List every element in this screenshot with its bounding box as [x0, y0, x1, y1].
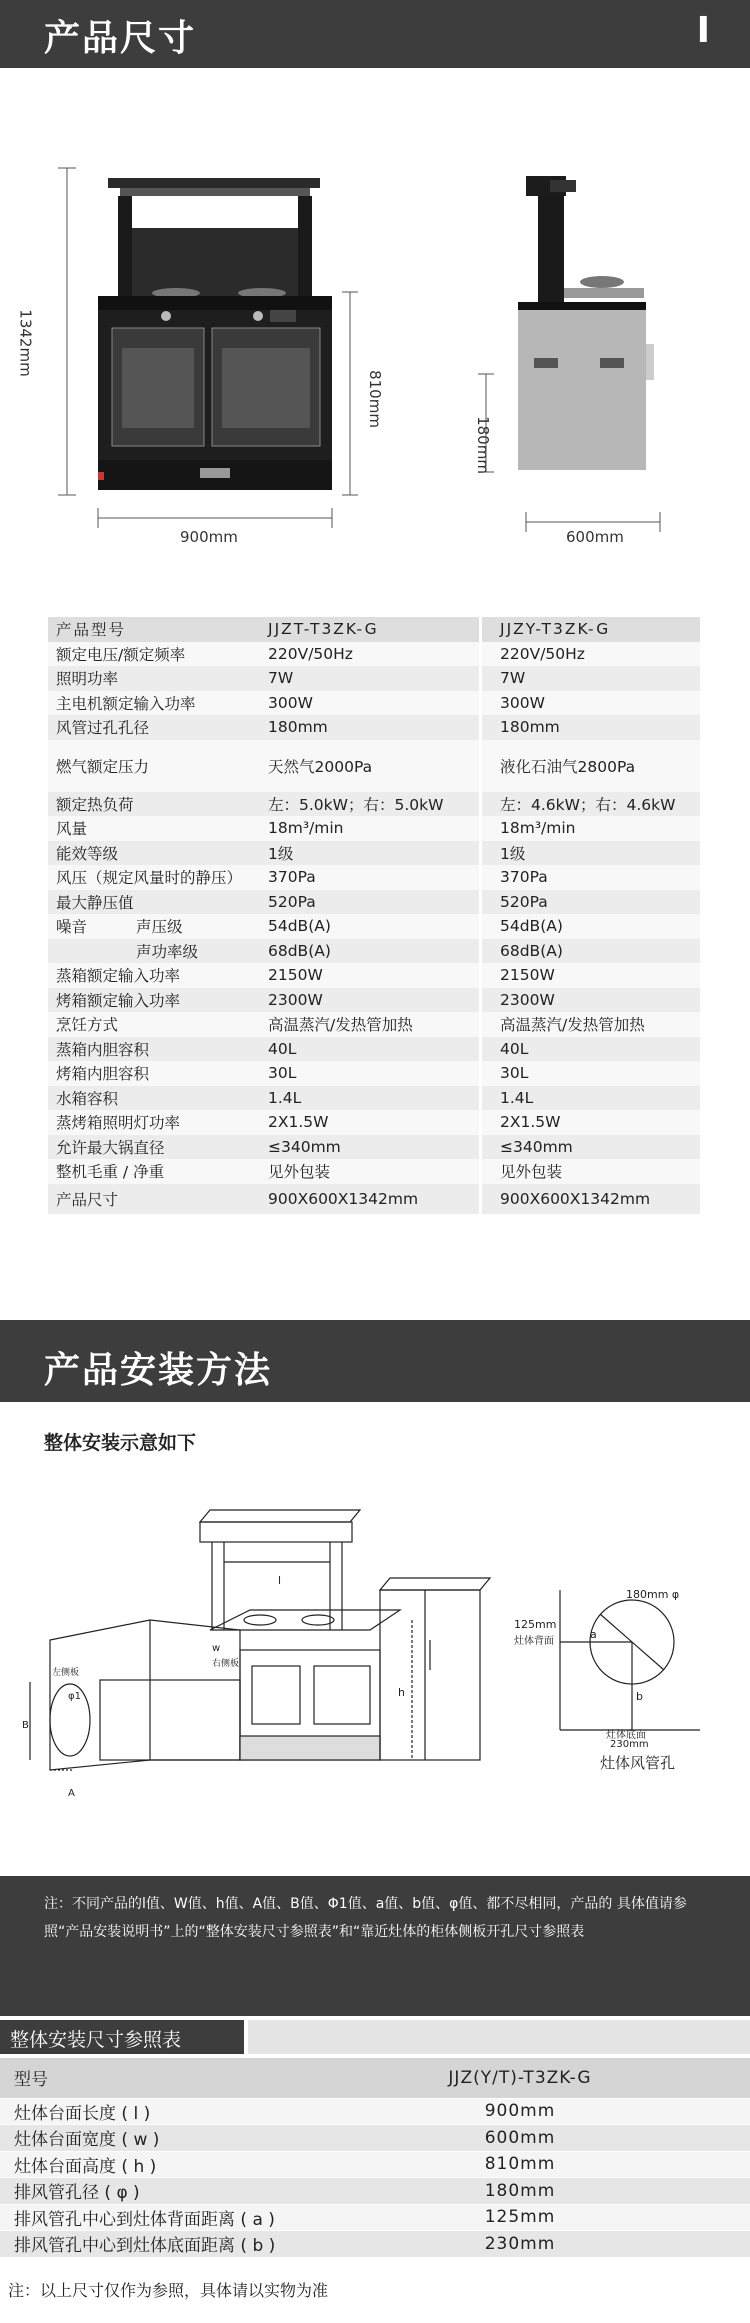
- spec-value: 900X600X1342mm: [482, 1184, 700, 1214]
- spec-value: 2300W: [482, 988, 700, 1013]
- table-row: [0, 2231, 750, 2258]
- spec-value: 1级: [482, 841, 700, 866]
- table-row: [48, 715, 700, 740]
- table-row: [48, 1110, 700, 1135]
- width-dimension-label: 900mm: [180, 528, 238, 546]
- spec-label: 烤箱内胆容积: [48, 1061, 258, 1086]
- ref-header-row: [0, 2058, 750, 2098]
- table-row: [48, 740, 700, 792]
- spec-label: 允许最大锅直径: [48, 1135, 258, 1160]
- spec-value: 54dB(A): [258, 914, 479, 939]
- hole-caption: 灶体风管孔: [600, 1754, 676, 1772]
- table-row: [48, 1037, 700, 1062]
- ref-label: 排风管孔中心到灶体背面距离 ( a ): [0, 2204, 290, 2231]
- A-label: A: [68, 1788, 75, 1799]
- spec-value: 1.4L: [482, 1086, 700, 1111]
- spec-label: 风管过孔孔径: [48, 715, 258, 740]
- spec-value: 左：5.0kW；右：5.0kW: [258, 792, 479, 817]
- spec-header-col1: JJZT-T3ZK-G: [258, 617, 479, 642]
- spec-label: [48, 939, 258, 964]
- spec-value: ≤340mm: [482, 1135, 700, 1160]
- table-row: [48, 841, 700, 866]
- spec-value: 18m³/min: [258, 816, 479, 841]
- spec-label: 烹饪方式: [48, 1012, 258, 1037]
- spec-value: 180mm: [482, 715, 700, 740]
- spec-label: 照明功率: [48, 666, 258, 691]
- section-title: 产品安装方法: [44, 1350, 273, 1391]
- cabinet-height-label: 810mm: [365, 370, 384, 428]
- side-panel-label: 左侧板: [52, 1668, 80, 1678]
- spec-value: 220V/50Hz: [258, 642, 479, 667]
- spec-header-row: [48, 617, 700, 642]
- table-row: [48, 666, 700, 691]
- front-view-diagram: [0, 150, 380, 550]
- table-row: [48, 1184, 700, 1214]
- ref-value: 810mm: [290, 2151, 750, 2178]
- table-row: [48, 914, 700, 939]
- spec-label: 额定电压/额定频率: [48, 642, 258, 667]
- spec-label: 蒸箱额定输入功率: [48, 963, 258, 988]
- spec-label: 额定热负荷: [48, 792, 258, 817]
- table-row: [48, 642, 700, 667]
- spec-value: 68dB(A): [258, 939, 479, 964]
- spec-value: 370Pa: [482, 865, 700, 890]
- depth-dimension-label: 600mm: [566, 528, 624, 546]
- a-sub-label: 灶体背面: [514, 1636, 554, 1647]
- h-label: h: [398, 1686, 405, 1699]
- ref-value: 125mm: [290, 2204, 750, 2231]
- section-title: 产品尺寸: [44, 18, 197, 59]
- spec-value: 180mm: [258, 715, 479, 740]
- spec-label: 燃气额定压力: [48, 740, 258, 792]
- spec-label: 主电机额定输入功率: [48, 691, 258, 716]
- spec-label: 产品尺寸: [48, 1184, 258, 1214]
- spec-value: 天然气2000Pa: [258, 740, 479, 792]
- spec-value: 300W: [482, 691, 700, 716]
- spec-value: 2300W: [258, 988, 479, 1013]
- table-row: [48, 963, 700, 988]
- spec-table: [48, 617, 700, 1214]
- spec-label: 风量: [48, 816, 258, 841]
- noise-group-label: 噪音: [56, 918, 88, 937]
- spec-value: 370Pa: [258, 865, 479, 890]
- spec-value: 见外包装: [482, 1159, 700, 1184]
- spec-sublabel: 声功率级: [136, 942, 199, 961]
- spec-sublabel: 声压级: [136, 918, 183, 937]
- spec-value: 7W: [258, 666, 479, 691]
- ref-title-bar: [0, 2020, 244, 2054]
- ref-label: 排风管孔径 ( φ ): [0, 2178, 290, 2205]
- spec-value: 220V/50Hz: [482, 642, 700, 667]
- table-row: [48, 1012, 700, 1037]
- ref-label: 灶体台面宽度 ( w ): [0, 2125, 290, 2152]
- spec-value: 1级: [258, 841, 479, 866]
- spec-value: 40L: [258, 1037, 479, 1062]
- installation-diagram: [20, 1470, 500, 1830]
- spec-value: 30L: [258, 1061, 479, 1086]
- b-mm-label: 230mm: [610, 1739, 649, 1750]
- spec-value: 2150W: [258, 963, 479, 988]
- spec-header-label: 产品型号: [48, 617, 258, 642]
- spec-value: 2150W: [482, 963, 700, 988]
- spec-value: 520Pa: [258, 890, 479, 915]
- table-row: [0, 2125, 750, 2152]
- spec-label: 蒸烤箱照明灯功率: [48, 1110, 258, 1135]
- side-view-diagram: [470, 160, 700, 540]
- spec-label: 烤箱额定输入功率: [48, 988, 258, 1013]
- spec-label: [48, 914, 258, 939]
- spec-value: 54dB(A): [482, 914, 700, 939]
- table-row: [48, 988, 700, 1013]
- a-label: a: [590, 1628, 597, 1641]
- ref-header-value: JJZ(Y/T)-T3ZK-G: [290, 2058, 750, 2098]
- ref-title-extend: [248, 2020, 750, 2054]
- spec-value: 7W: [482, 666, 700, 691]
- phi1-label: φ1: [68, 1691, 81, 1702]
- spec-value: 左：4.6kW；右：4.6kW: [482, 792, 700, 817]
- side-height-label: 180mm: [473, 416, 492, 474]
- spec-label: 蒸箱内胆容积: [48, 1037, 258, 1062]
- spec-value: 见外包装: [258, 1159, 479, 1184]
- spec-value: 520Pa: [482, 890, 700, 915]
- ref-header-label: 型号: [0, 2058, 290, 2098]
- footer-note: 注：以上尺寸仅作为参照，具体请以实物为准: [8, 2281, 329, 2300]
- table-row: [48, 691, 700, 716]
- b-label: b: [636, 1690, 643, 1703]
- table-row: [48, 1061, 700, 1086]
- table-row: [0, 2204, 750, 2231]
- spec-value: 液化石油气2800Pa: [482, 740, 700, 792]
- spec-value: 900X600X1342mm: [258, 1184, 479, 1214]
- ref-value: 180mm: [290, 2178, 750, 2205]
- table-row: [48, 1086, 700, 1111]
- ref-value: 900mm: [290, 2098, 750, 2125]
- hole-diagram: [540, 1580, 740, 1740]
- spec-label: 水箱容积: [48, 1086, 258, 1111]
- table-row: [48, 1135, 700, 1160]
- spec-value: 高温蒸汽/发热管加热: [482, 1012, 700, 1037]
- ref-value: 600mm: [290, 2125, 750, 2152]
- ref-label: 灶体台面高度 ( h ): [0, 2151, 290, 2178]
- spec-value: ≤340mm: [258, 1135, 479, 1160]
- spec-value: 2X1.5W: [482, 1110, 700, 1135]
- table-row: [48, 816, 700, 841]
- spec-value: 18m³/min: [482, 816, 700, 841]
- spec-value: 300W: [258, 691, 479, 716]
- w-sub-label: 右侧板: [212, 1659, 240, 1669]
- l-label: l: [278, 1574, 282, 1587]
- ref-label: 排风管孔中心到灶体底面距离 ( b ): [0, 2231, 290, 2258]
- reference-table: [0, 2058, 750, 2258]
- spec-value: 高温蒸汽/发热管加热: [258, 1012, 479, 1037]
- spec-header-col2: JJZY-T3ZK-G: [482, 617, 700, 642]
- B-label: B: [22, 1720, 29, 1731]
- table-row: [0, 2178, 750, 2205]
- install-subtitle: 整体安装示意如下: [44, 1432, 197, 1454]
- header-bar-mark: I: [696, 10, 710, 51]
- w-label: w: [212, 1643, 221, 1654]
- ref-label: 灶体台面长度 ( l ): [0, 2098, 290, 2125]
- table-row: [48, 792, 700, 817]
- spec-label: 最大静压值: [48, 890, 258, 915]
- table-row: [48, 939, 700, 964]
- spec-label: 能效等级: [48, 841, 258, 866]
- spec-value: 30L: [482, 1061, 700, 1086]
- hole-phi-label: 180mm φ: [626, 1588, 680, 1601]
- spec-value: 40L: [482, 1037, 700, 1062]
- b-distance-label: 灶体底面: [606, 1730, 646, 1741]
- table-row: [0, 2098, 750, 2125]
- spec-label: 整机毛重 / 净重: [48, 1159, 258, 1184]
- install-note: 注：不同产品的l值、W值、h值、A值、B值、Φ1值、a值、b值、φ值、都不尽相同，产品的 具体值请参照“产品安装说明书”上的“整体安装尺寸参照表”和“靠近灶体的柜体侧板开孔尺寸参照表: [44, 1896, 687, 1940]
- table-row: [48, 865, 700, 890]
- spec-value: 1.4L: [258, 1086, 479, 1111]
- spec-label: 风压（规定风量时的静压）: [48, 865, 258, 890]
- spec-value: 2X1.5W: [258, 1110, 479, 1135]
- a-distance-label: 125mm: [514, 1618, 557, 1631]
- ref-title: 整体安装尺寸参照表: [10, 2029, 182, 2051]
- height-dimension-label: 1342mm: [16, 309, 35, 377]
- note-band: [0, 1876, 750, 2016]
- section-header-dimensions: [0, 0, 750, 68]
- ref-value: 230mm: [290, 2231, 750, 2258]
- section-header-installation: [0, 1320, 750, 1402]
- table-row: [48, 890, 700, 915]
- table-row: [0, 2151, 750, 2178]
- table-row: [48, 1159, 700, 1184]
- spec-value: 68dB(A): [482, 939, 700, 964]
